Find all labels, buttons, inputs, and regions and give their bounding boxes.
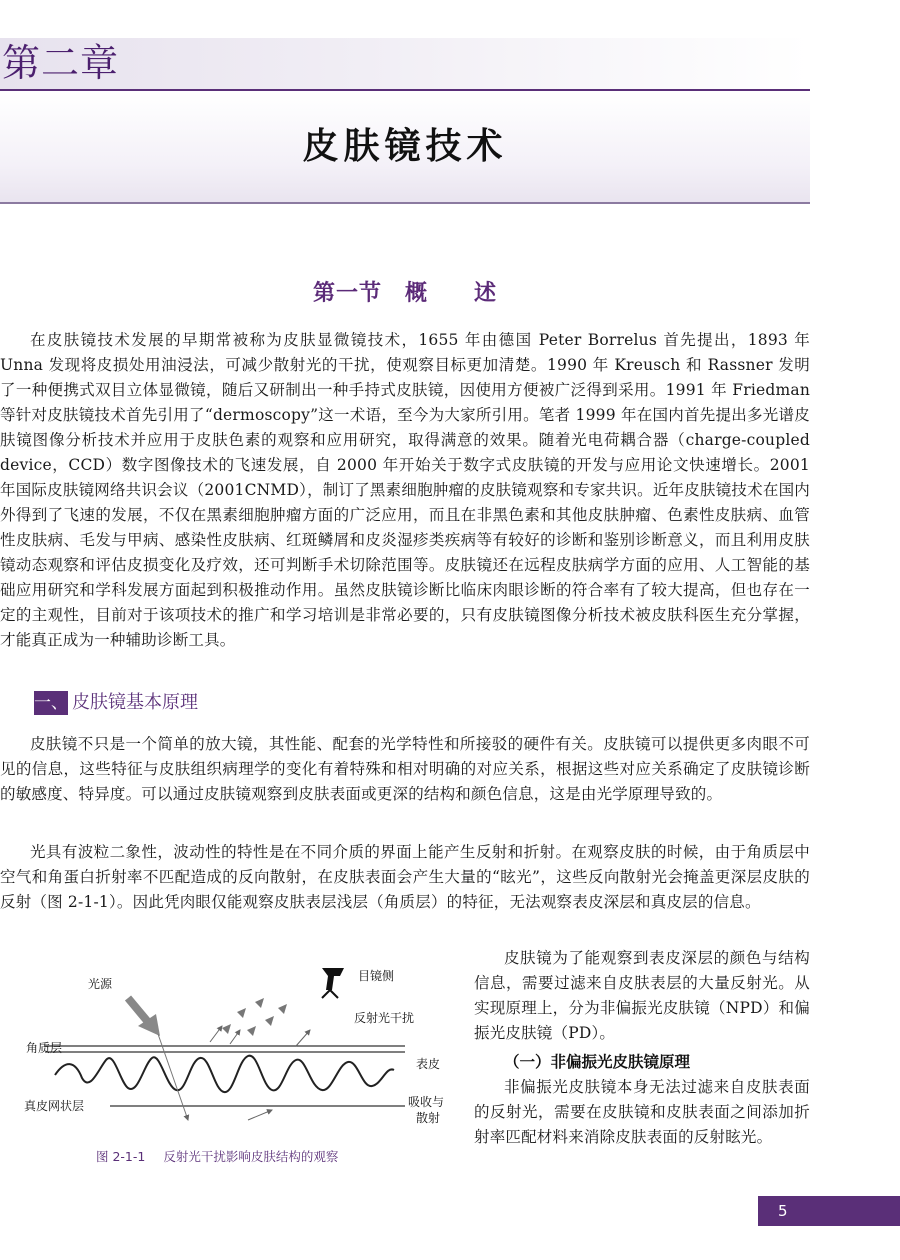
side-paragraph-1: 皮肤镜为了能观察到表皮深层的颜色与结构信息，需要过滤来自皮肤表层的大量反射光。从实现原理上，分为非偏振光皮肤镜（NPD）和偏振光皮肤镜（PD）。: [474, 949, 810, 1042]
reflected-ray: [210, 1026, 222, 1042]
figure-caption-number: 图 2-1-1: [96, 1149, 146, 1164]
glare-marker: [265, 1016, 274, 1026]
glare-marker: [278, 1004, 287, 1014]
scatter-ray: [248, 1110, 272, 1120]
glare-marker: [247, 1026, 256, 1036]
subsection-number-badge: 一、: [34, 693, 68, 713]
section-heading: 第一节 概 述: [312, 280, 497, 306]
principle-paragraph-1: 皮肤镜不只是一个简单的放大镜，其性能、配套的光学特性和所接驳的硬件有关。皮肤镜可以提供更多肉眼不可见的信息，这些特征与皮肤组织病理学的变化有着特殊和相对明确的对应关系，根据这些对应关系确定了皮肤镜诊断的敏感度、特异度。可以通过皮肤镜观察到皮肤表面或更深的结构和颜色信息，这是由光学原理导致的。: [0, 735, 810, 803]
chapter-title: 皮肤镜技术: [302, 125, 508, 167]
figure-caption: [96, 1147, 356, 1165]
subheading-non-polarized: （一）非偏振光皮肤镜原理: [504, 1053, 691, 1071]
subsection-title: 皮肤镜基本原理: [72, 692, 198, 713]
label-light-source: 光源: [88, 977, 113, 991]
chapter-header-band: [0, 38, 810, 90]
eyepiece-icon: [322, 968, 344, 998]
light-source-arrow-shaft: [128, 998, 148, 1022]
label-dermis: 真皮网状层: [24, 1099, 85, 1113]
label-reflected-glare: 反射光干扰: [354, 1011, 415, 1025]
title-rule: [0, 202, 810, 204]
chapter-header-rule: [0, 89, 810, 91]
page-number-badge: [758, 1196, 900, 1226]
scatter-ray: [296, 1030, 310, 1046]
side-paragraph-2: 非偏振光皮肤镜本身无法过滤来自皮肤表面的反射光，需要在皮肤镜和皮肤表面之间添加折射率匹配材料来消除皮肤表面的反射眩光。: [474, 1078, 810, 1146]
principle-paragraph-2: 光具有波粒二象性，波动性的特性是在不同介质的界面上能产生反射和折射。在观察皮肤的时候，由于角质层中空气和角蛋白折射率不匹配造成的反向散射，在皮肤表面会产生大量的“眩光”，这些反向散射光会掩盖更深层皮肤的反射（图 2-1-1）。因此凭肉眼仅能观察皮肤表层浅层（角质层）的特征，无法观察表皮深层和真皮层的信息。: [0, 843, 810, 911]
label-eyepiece: 目镜侧: [358, 969, 395, 983]
reflected-ray: [230, 1030, 240, 1044]
chapter-label: 第二章: [2, 41, 120, 85]
glare-marker: [222, 1024, 231, 1034]
glare-marker: [255, 998, 264, 1008]
label-epidermis: 表皮: [416, 1057, 441, 1071]
figure-caption-text: 反射光干扰影响皮肤结构的观察: [163, 1149, 339, 1164]
label-stratum-corneum: 角质层: [26, 1041, 63, 1055]
label-absorb: 吸收与: [408, 1095, 445, 1109]
incident-ray: [158, 1034, 188, 1120]
page-number: 5: [778, 1202, 788, 1220]
epidermis-wave: [55, 1056, 394, 1092]
figure-2-1-1-diagram: [10, 960, 460, 1160]
intro-paragraph: 在皮肤镜技术发展的早期常被称为皮肤显微镜技术，1655 年由德国 Peter Borrelus 首先提出，1893 年 Unna 发现将皮损处用油浸法，可减少散射光的干扰，使观察目标更加清楚。1990 年 Kreusch 和 Rassner 发明了一种便携式双目立体显微镜，随后又研制出一种手持式皮肤镜，因使用方便被广泛得到采用。1991 年 Friedman 等针对皮肤镜技术首先引用了“dermoscopy”这一术语，至今为大家所引用。笔者 1999 年在国内首先提出多光谱皮肤镜图像分析技术并应用于皮肤色素的观察和应用研究，取得满意的效果。随着光电荷耦合器（charge-coupled device，CCD）数字图像技术的飞速发展，自 2000 年开始关于数字式皮肤镜的开发与应用论文快速增长。2001 年国际皮肤镜网络共识会议（2001CNMD），制订了黑素细胞肿瘤的皮肤镜观察和专家共识。近年皮肤镜技术在国内外得到了飞速的发展，不仅在黑素细胞肿瘤方面的广泛应用，而且在非黑色素和其他皮肤肿瘤、色素性皮肤病、血管性皮肤病、毛发与甲病、感染性皮肤病、红斑鳞屑和皮炎湿疹类疾病等有较好的诊断和鉴别诊断意义，而且利用皮肤镜动态观察和评估皮损变化及疗效，还可判断手术切除范围等。皮肤镜还在远程皮肤病学方面的应用、人工智能的基础应用研究和学科发展方面起到积极推动作用。虽然皮肤镜诊断比临床肉眼诊断的符合率有了较大提高，但也存在一定的主观性，目前对于该项技术的推广和学习培训是非常必要的，只有皮肤镜图像分析技术被皮肤科医生充分掌握，才能真正成为一种辅助诊断工具。: [0, 331, 810, 649]
label-scatter: 散射: [416, 1111, 441, 1125]
glare-marker: [237, 1008, 246, 1018]
